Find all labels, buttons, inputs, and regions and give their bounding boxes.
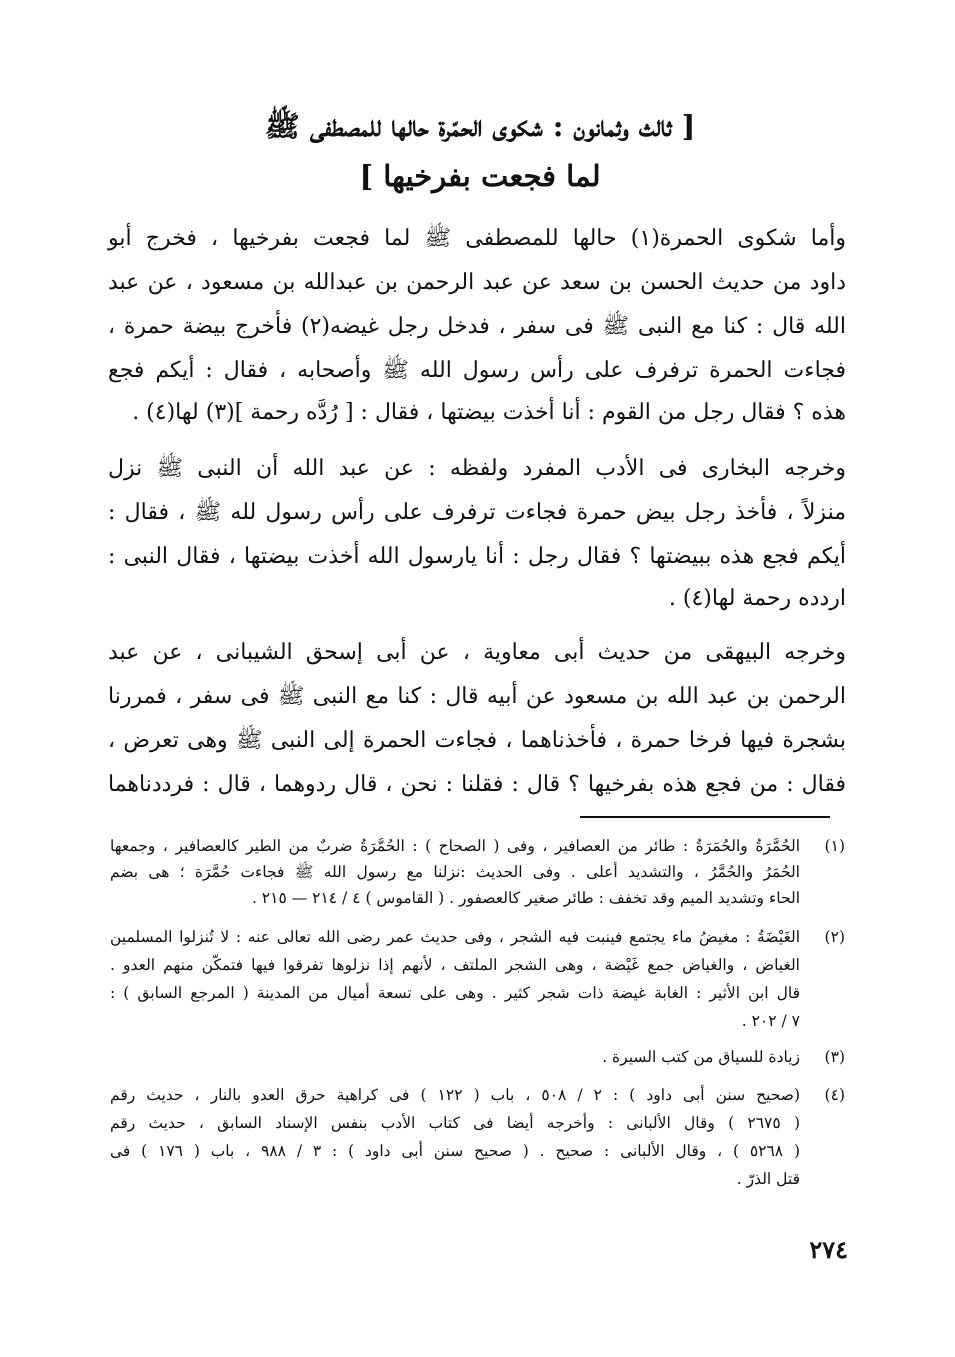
footnote-4-line-1: (صحيح سنن أبى داود ) : ٢ / ٥٠٨ ، باب ( ١٢٢ ) فى كراهية حرق العدو بالنار ، حديث رقم bbox=[110, 1086, 801, 1104]
footnote-1-line-3: الحاء وتشديد الميم وقد تخفف : طائر صغير كالعصفور . ( القاموس ) ٤ / ٢١٤ — ٢١٥ . bbox=[251, 889, 800, 907]
page-number: ٢٧٤ bbox=[809, 1235, 848, 1264]
paragraph-1-line-5: هذه ؟ فقال رجل من القوم : أنا أخذت بيضتها ، فقال : [ رُدَّه رحمة ](٣) لها(٤) . bbox=[132, 400, 846, 425]
paragraph-1-line-3: الله قال : كنا مع النبى ﷺ فى سفر ، فدخل رجل غيضه(٢) فأخرج بيضة حمرة ، bbox=[108, 314, 846, 339]
paragraph-3-line-4: فقال : من فجع هذه بفرخيها ؟ قال : فقلنا : نحن ، قال ردوهما ، قال : فرددناهما bbox=[108, 772, 846, 797]
footnote-1-number: (١) bbox=[824, 837, 845, 855]
footnote-3-number: (٣) bbox=[824, 1048, 845, 1066]
chapter-title-line-2: لما فجعت بفرخيها ] bbox=[359, 159, 601, 193]
paragraph-2-line-2: منزلاً ، فأخذ رجل بيض حمرة فجاءت ترفرف على رأس رسول لله ﷺ ، فقال : bbox=[108, 500, 846, 525]
footnote-3-line-1: زيادة للسياق من كتب السيرة . bbox=[602, 1048, 800, 1066]
footnote-2-line-4: ٧ / ٢٠٢ . bbox=[741, 1012, 800, 1030]
paragraph-2-line-1: وخرجه البخارى فى الأدب المفرد ولفظه : عن عبد الله أن النبى ﷺ نزل bbox=[108, 456, 846, 481]
footnote-separator bbox=[580, 816, 830, 818]
paragraph-1-line-2: داود من حديث الحسن بن سعد عن عبد الرحمن بن عبدالله بن مسعود ، عن عبد bbox=[108, 270, 846, 295]
footnote-2-line-3: قال ابن الأثير : الغابة غيضة ذات شجر كثير . وهى على تسعة أميال من المدينة ( المرجع السابق ) : bbox=[110, 984, 800, 1002]
paragraph-2-line-3: أيكم فجع هذه ببيضتها ؟ فقال رجل : أنا يارسول الله أخذت بيضتها ، فقال النبى : bbox=[108, 544, 846, 569]
footnote-2-line-1: الغَيْضَةُ : مغيضُ ماء يجتمع فينبت فيه الشجر ، وفى حديث عمر رضى الله تعالى عنه : لا تُنزلوا المسلمين bbox=[110, 928, 800, 946]
footnote-4-line-3: ( ٥٢٦٨ ) ، وقال الألبانى : صحيح . ( صحيح سنن أبى داود ) : ٣ / ٩٨٨ ، باب ( ١٧٦ ) فى bbox=[110, 1142, 801, 1160]
paragraph-1-line-4: فجاءت الحمرة ترفرف على رأس رسول الله ﷺ وأصحابه ، فقال : أيكم فجع bbox=[108, 358, 846, 383]
paragraph-3-line-2: الرحمن بن عبد الله بن مسعود عن أبيه قال : كنا مع النبى ﷺ فى سفر ، فمررنا bbox=[108, 684, 846, 709]
footnote-1-line-2: الحُمَرُ والحُمَّرُ ، والتشديد أعلى . وفى الحديث :نزلنا مع رسول الله ﷺ فجاءت حُمَّرَة ؛ هى بضم bbox=[110, 863, 800, 881]
footnote-2-number: (٢) bbox=[824, 928, 845, 946]
footnote-4-number: (٤) bbox=[824, 1086, 845, 1104]
footnote-2-line-2: الغياض ، والغياض جمع غَيْضة ، وهى الشجر الملتف ، لأنهم إذا نزلوها تفرقوا فيها فتمكّن منهم العدو . bbox=[110, 956, 800, 974]
footnote-4-line-2: ( ٢٦٧٥ ) وقال الألبانى : وأخرجه أيضا فى كتاب الأدب بنفس الإسناد السابق ، حديث رقم bbox=[110, 1114, 800, 1132]
chapter-title-line-1: [ ثالث وثمانون : شكوى الحمّرة حالها للمصطفى ﷺ bbox=[264, 109, 696, 143]
footnote-4-line-4: قتل الذرّ . bbox=[736, 1170, 800, 1188]
paragraph-3-line-3: بشجرة فيها فرخا حمرة ، فأخذناهما ، فجاءت الحمرة إلى النبى ﷺ وهى تعرض ، bbox=[108, 728, 846, 753]
paragraph-2-line-4: اردده رحمة لها(٤) . bbox=[668, 586, 846, 611]
footnote-1-line-1: الحُمَّرَةُ والحُمَرَةُ : طائر من العصافير ، وفى ( الصحاح ) : الحُمَّرَةُ ضربٌ من الطير كالعصافير ، وجمعها bbox=[110, 837, 800, 855]
paragraph-1-line-1: وأما شكوى الحمرة(١) حالها للمصطفى ﷺ لما فجعت بفرخيها ، فخرج أبو bbox=[108, 226, 846, 251]
paragraph-3-line-1: وخرجه البيهقى من حديث أبى معاوية ، عن أبى إسحق الشيبانى ، عن عبد bbox=[108, 640, 846, 665]
